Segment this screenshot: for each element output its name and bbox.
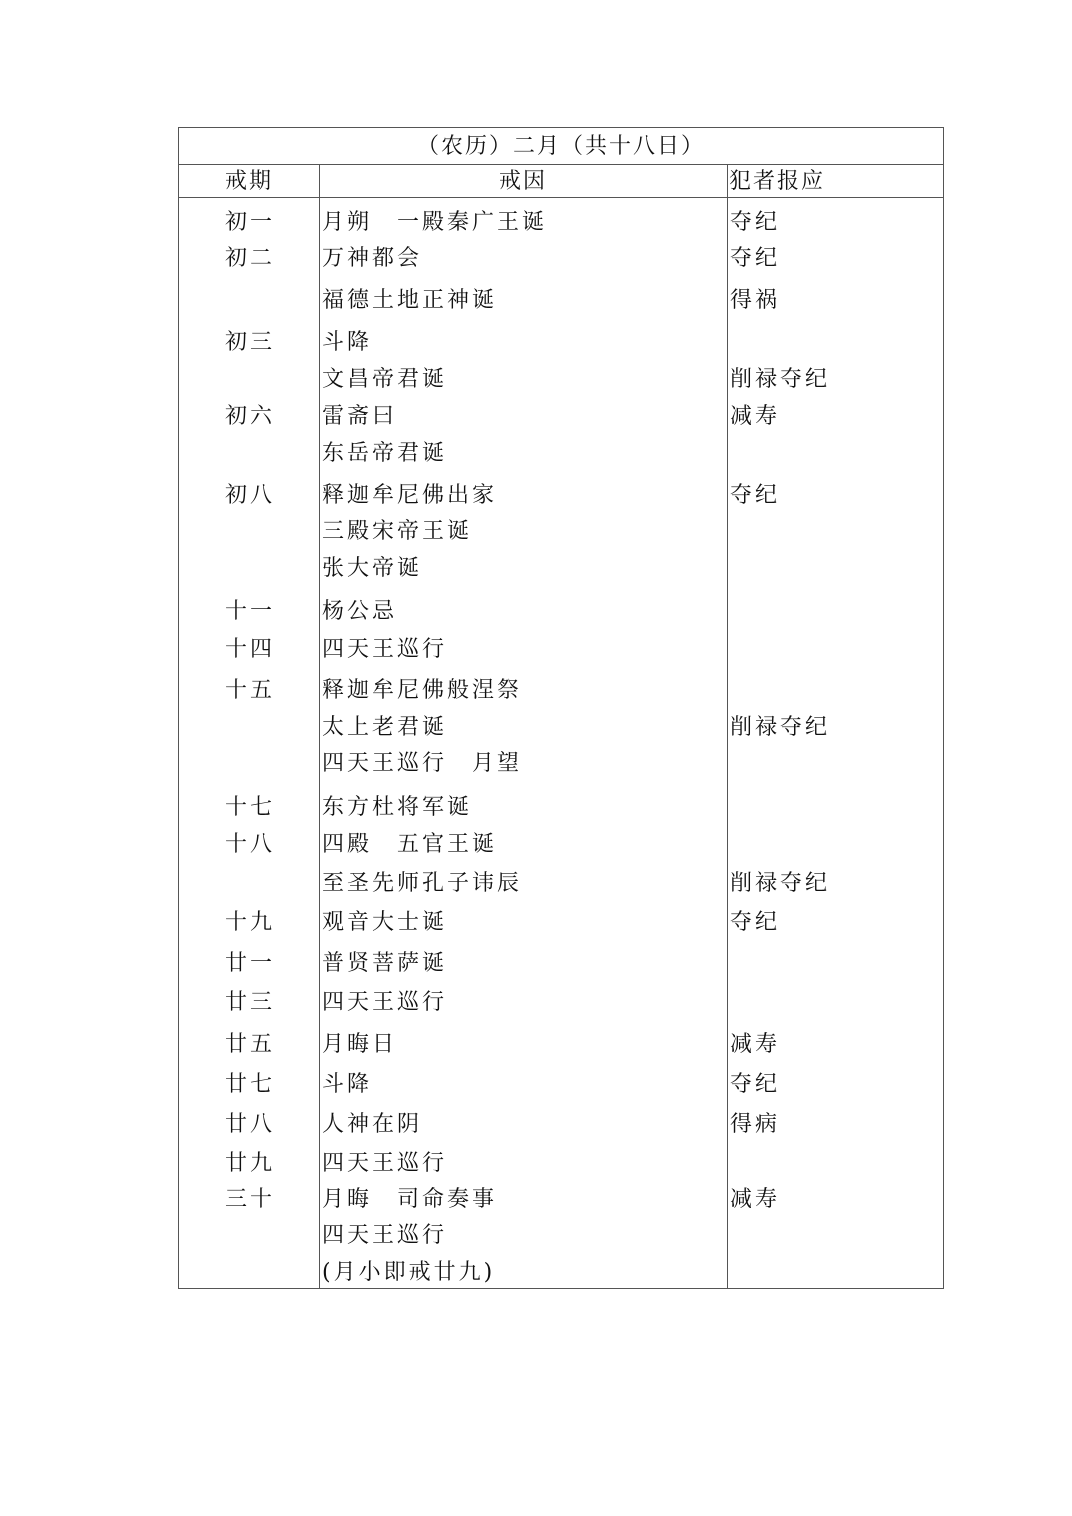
row-cause: 斗降 bbox=[322, 1072, 373, 1097]
row-result: 减寿 bbox=[730, 1187, 781, 1212]
header-cause: 戒因 bbox=[498, 169, 547, 194]
row-result: 夺纪 bbox=[730, 1072, 781, 1097]
row-cause: 普贤菩萨诞 bbox=[322, 951, 448, 976]
table-header-row bbox=[179, 165, 943, 198]
table-row bbox=[179, 554, 943, 584]
row-cause: 太上老君诞 bbox=[322, 715, 448, 740]
row-date: 廿五 bbox=[225, 1032, 276, 1057]
table-row bbox=[179, 1110, 943, 1140]
row-date: 初六 bbox=[225, 404, 276, 429]
row-cause: 三殿宋帝王诞 bbox=[322, 519, 473, 544]
table-row bbox=[179, 676, 943, 706]
row-cause: 福德土地正神诞 bbox=[322, 288, 498, 313]
row-date: 初八 bbox=[225, 483, 276, 508]
row-cause: 张大帝诞 bbox=[322, 556, 423, 581]
row-date: 初三 bbox=[225, 330, 276, 355]
row-date: 廿三 bbox=[225, 990, 276, 1015]
table-row bbox=[179, 1185, 943, 1215]
table-row bbox=[179, 1221, 943, 1251]
row-result: 削禄夺纪 bbox=[730, 715, 831, 740]
row-result: 减寿 bbox=[730, 404, 781, 429]
header-result: 犯者报应 bbox=[729, 169, 826, 194]
row-date: 十一 bbox=[225, 599, 276, 624]
row-result: 削禄夺纪 bbox=[730, 871, 831, 896]
table-row bbox=[179, 365, 943, 395]
table-row bbox=[179, 517, 943, 547]
row-cause: 月晦日 bbox=[322, 1032, 398, 1057]
row-result: 减寿 bbox=[730, 1032, 781, 1057]
table-row bbox=[179, 793, 943, 823]
row-date: 初二 bbox=[225, 246, 276, 271]
row-cause: 月晦 司命奏事 bbox=[322, 1187, 498, 1212]
table-row bbox=[179, 988, 943, 1018]
row-cause: 至圣先师孔子讳辰 bbox=[322, 871, 523, 896]
row-result: 夺纪 bbox=[730, 246, 781, 271]
row-date: 初一 bbox=[225, 210, 276, 235]
row-cause: 释迦牟尼佛般涅祭 bbox=[322, 678, 523, 703]
calendar-table bbox=[178, 127, 944, 1289]
table-row bbox=[179, 402, 943, 432]
table-row bbox=[179, 635, 943, 665]
row-cause: 四天王巡行 bbox=[322, 990, 448, 1015]
table-row bbox=[179, 949, 943, 979]
row-cause: 释迦牟尼佛出家 bbox=[322, 483, 498, 508]
table-row bbox=[179, 328, 943, 358]
row-cause: 观音大士诞 bbox=[322, 910, 448, 935]
table-title: （农历）二月（共十八日） bbox=[179, 128, 943, 165]
row-cause: 四天王巡行 bbox=[322, 1223, 448, 1248]
table-row bbox=[179, 1070, 943, 1100]
row-date: 十五 bbox=[225, 678, 276, 703]
row-cause: 东岳帝君诞 bbox=[322, 441, 448, 466]
header-date: 戒期 bbox=[224, 169, 273, 194]
row-cause: 四天王巡行 bbox=[322, 637, 448, 662]
row-date: 廿九 bbox=[225, 1151, 276, 1176]
table-row bbox=[179, 597, 943, 627]
row-cause: 四殿 五官王诞 bbox=[322, 832, 498, 857]
row-cause: 东方杜将军诞 bbox=[322, 795, 473, 820]
table-row bbox=[179, 749, 943, 779]
table-row bbox=[179, 208, 943, 238]
table-row bbox=[179, 286, 943, 316]
row-cause: (月小即戒廿九) bbox=[322, 1260, 496, 1285]
row-date: 十七 bbox=[225, 795, 276, 820]
table-row bbox=[179, 244, 943, 274]
row-cause: 文昌帝君诞 bbox=[322, 367, 448, 392]
row-cause: 杨公忌 bbox=[322, 599, 398, 624]
row-result: 削禄夺纪 bbox=[730, 367, 831, 392]
row-cause: 斗降 bbox=[322, 330, 373, 355]
table-body bbox=[179, 198, 943, 1288]
row-cause: 人神在阴 bbox=[322, 1112, 423, 1137]
row-date: 廿八 bbox=[225, 1112, 276, 1137]
row-cause: 万神都会 bbox=[322, 246, 423, 271]
row-result: 夺纪 bbox=[730, 210, 781, 235]
table-row bbox=[179, 869, 943, 899]
row-date: 廿七 bbox=[225, 1072, 276, 1097]
row-cause: 月朔 一殿秦广王诞 bbox=[322, 210, 548, 235]
table-row bbox=[179, 481, 943, 511]
row-cause: 雷斋曰 bbox=[322, 404, 398, 429]
table-row bbox=[179, 1258, 943, 1288]
row-date: 廿一 bbox=[225, 951, 276, 976]
row-result: 夺纪 bbox=[730, 910, 781, 935]
table-row bbox=[179, 1030, 943, 1060]
table-row bbox=[179, 439, 943, 469]
table-row bbox=[179, 908, 943, 938]
row-date: 十四 bbox=[225, 637, 276, 662]
row-result: 得祸 bbox=[730, 288, 781, 313]
row-cause: 四天王巡行 bbox=[322, 1151, 448, 1176]
row-date: 十九 bbox=[225, 910, 276, 935]
row-result: 夺纪 bbox=[730, 483, 781, 508]
row-cause: 四天王巡行 月望 bbox=[322, 751, 523, 776]
row-result: 得病 bbox=[730, 1112, 781, 1137]
table-row bbox=[179, 713, 943, 743]
row-date: 三十 bbox=[225, 1187, 276, 1212]
table-row bbox=[179, 830, 943, 860]
row-date: 十八 bbox=[225, 832, 276, 857]
table-row bbox=[179, 1149, 943, 1179]
